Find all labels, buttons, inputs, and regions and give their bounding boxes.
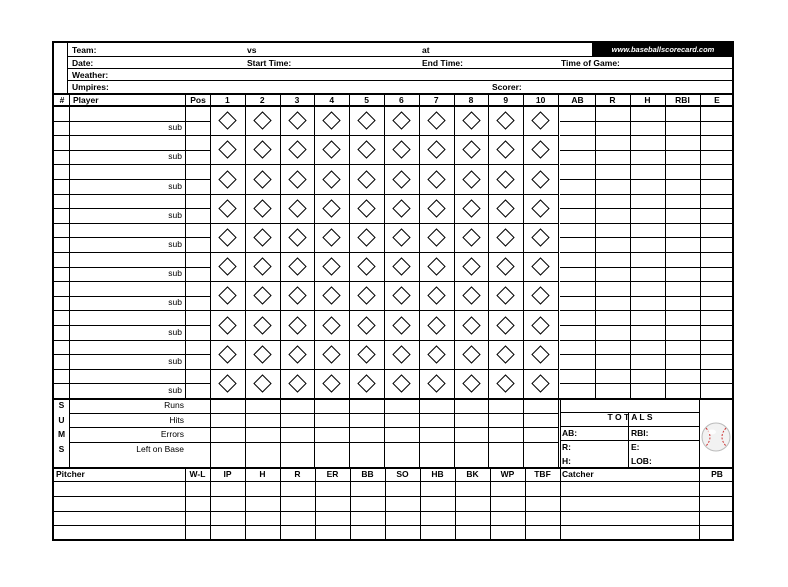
catcher-label: Catcher	[562, 469, 594, 479]
diamond-icon	[531, 257, 549, 275]
vs-label: vs	[247, 45, 257, 55]
row-rule	[54, 252, 210, 253]
stat-column-header: AB	[571, 95, 584, 105]
pitcher-column-header: SO	[396, 469, 409, 479]
weather-label: Weather:	[72, 70, 109, 80]
stat-column-header: RBI	[675, 95, 690, 105]
diamond-icon	[531, 287, 549, 305]
diamond-icon	[462, 374, 480, 392]
pitcher-column-rule	[490, 467, 491, 541]
totals-title: T O T A L S	[607, 412, 653, 422]
pitcher-column-rule	[210, 467, 211, 541]
diamond-icon	[357, 316, 375, 334]
sums-top-rule	[54, 398, 732, 400]
pb-column-header: PB	[711, 469, 723, 479]
diamond-icon	[288, 228, 306, 246]
sums-row-label: Hits	[169, 414, 184, 425]
sub-label: sub	[168, 151, 182, 162]
diamond-icon	[497, 374, 515, 392]
diamond-icon	[323, 111, 341, 129]
header-rule	[67, 68, 734, 69]
stat-column-header: E	[714, 95, 720, 105]
diamond-icon	[531, 228, 549, 246]
diamond-icon	[288, 345, 306, 363]
diamond-icon	[357, 228, 375, 246]
diamond-icon	[462, 257, 480, 275]
diamond-icon	[392, 111, 410, 129]
inning-column-header: 9	[503, 95, 509, 105]
row-rule	[560, 369, 734, 370]
inning-column-header: 2	[259, 95, 265, 105]
row-rule	[54, 383, 210, 384]
sub-label: sub	[168, 297, 182, 308]
diamond-icon	[531, 345, 549, 363]
inning-column-rule	[384, 93, 385, 467]
stat-column-rule	[700, 93, 701, 398]
totals-r-label: R:	[562, 442, 571, 452]
totals-h-label: H:	[562, 456, 571, 466]
inning-column-rule	[245, 93, 246, 467]
row-rule	[54, 237, 210, 238]
pitcher-column-rule	[350, 467, 351, 541]
sums-letter: S	[58, 443, 65, 454]
row-rule	[560, 208, 734, 209]
site-logo: www.baseballscorecard.com	[592, 43, 734, 56]
diamond-icon	[497, 345, 515, 363]
diamond-icon	[218, 199, 236, 217]
sums-letter: U	[58, 414, 65, 425]
row-rule	[560, 383, 734, 384]
diamond-icon	[462, 316, 480, 334]
totals-rule	[560, 426, 699, 427]
diamond-icon	[392, 374, 410, 392]
diamond-icon	[427, 170, 445, 188]
stat-column-rule	[665, 93, 666, 398]
row-rule	[54, 354, 210, 355]
diamond-icon	[253, 374, 271, 392]
pos-column-rule	[210, 93, 211, 467]
number-column-header: #	[59, 95, 65, 105]
row-rule	[560, 237, 734, 238]
at-label: at	[422, 45, 430, 55]
inning-box-rule	[210, 281, 558, 282]
sub-label: sub	[168, 209, 182, 220]
pitcher-row-rule	[54, 511, 734, 512]
diamond-icon	[392, 199, 410, 217]
stat-column-rule	[630, 93, 631, 398]
row-rule	[54, 179, 210, 180]
diamond-icon	[427, 287, 445, 305]
totals-left-rule	[560, 398, 561, 467]
pitcher-top-rule	[54, 467, 732, 469]
row-rule	[54, 194, 210, 195]
row-rule	[54, 310, 210, 311]
diamond-icon	[392, 287, 410, 305]
diamond-icon	[323, 374, 341, 392]
row-rule	[54, 281, 210, 282]
stat-column-header: H	[644, 95, 651, 105]
diamond-icon	[253, 111, 271, 129]
row-rule	[560, 281, 734, 282]
row-rule	[54, 296, 210, 297]
stat-column-header: R	[609, 95, 616, 105]
sub-label: sub	[168, 384, 182, 395]
totals-e-label: E:	[631, 442, 640, 452]
sub-label: sub	[168, 268, 182, 279]
diamond-icon	[497, 170, 515, 188]
diamond-icon	[462, 228, 480, 246]
diamond-icon	[497, 111, 515, 129]
diamond-icon	[288, 141, 306, 159]
diamond-icon	[531, 111, 549, 129]
diamond-icon	[218, 111, 236, 129]
diamond-icon	[288, 170, 306, 188]
row-rule	[54, 135, 210, 136]
pitcher-row-rule	[54, 481, 734, 482]
diamond-icon	[253, 141, 271, 159]
diamond-icon	[427, 316, 445, 334]
row-rule	[54, 164, 210, 165]
team-label: Team:	[72, 45, 97, 55]
umpires-label: Umpires:	[72, 82, 109, 92]
inning-column-header: 3	[294, 95, 300, 105]
inning-column-header: 8	[468, 95, 474, 105]
totals-right-rule	[699, 398, 700, 467]
diamond-icon	[218, 287, 236, 305]
diamond-icon	[288, 287, 306, 305]
player-column-header: Player	[73, 95, 99, 105]
inning-column-rule	[454, 93, 455, 467]
row-rule	[560, 310, 734, 311]
diamond-icon	[497, 316, 515, 334]
diamond-icon	[392, 345, 410, 363]
inning-column-rule	[280, 93, 281, 467]
diamond-icon	[497, 228, 515, 246]
diamond-icon	[462, 287, 480, 305]
row-rule	[560, 164, 734, 165]
scorecard-sheet	[52, 41, 734, 541]
row-rule	[560, 121, 734, 122]
diamond-icon	[253, 199, 271, 217]
time-of-game-label: Time of Game:	[561, 58, 620, 68]
sums-row-rule	[69, 427, 558, 428]
inning-box-rule	[210, 340, 558, 341]
row-rule	[54, 340, 210, 341]
diamond-icon	[323, 287, 341, 305]
sums-row-rule	[69, 413, 558, 414]
row-rule	[560, 354, 734, 355]
diamond-icon	[462, 170, 480, 188]
diamond-icon	[288, 316, 306, 334]
inning-box-rule	[210, 310, 558, 311]
start-time-label: Start Time:	[247, 58, 292, 68]
pitcher-column-rule	[245, 467, 246, 541]
diamond-icon	[323, 199, 341, 217]
diamond-icon	[427, 374, 445, 392]
inning-column-header: 6	[399, 95, 404, 105]
pitcher-column-header: ER	[326, 469, 339, 479]
diamond-icon	[323, 170, 341, 188]
player-column-rule	[185, 93, 186, 398]
diamond-icon	[427, 199, 445, 217]
diamond-icon	[288, 257, 306, 275]
diamond-icon	[497, 287, 515, 305]
diamond-icon	[323, 228, 341, 246]
totals-ab-label: AB:	[562, 428, 578, 438]
pitcher-column-rule	[315, 467, 316, 541]
diamond-icon	[253, 345, 271, 363]
pitcher-column-header: TBF	[534, 469, 551, 479]
pitcher-column-header: BB	[361, 469, 374, 479]
row-rule	[560, 340, 734, 341]
diamond-icon	[497, 257, 515, 275]
diamond-icon	[392, 228, 410, 246]
row-rule	[54, 121, 210, 122]
diamond-icon	[497, 199, 515, 217]
inning-column-header: 4	[329, 95, 335, 105]
diamond-icon	[357, 141, 375, 159]
row-rule	[54, 208, 210, 209]
sums-row-label: Runs	[164, 400, 184, 410]
row-rule	[560, 135, 734, 136]
sums-row-label: Errors	[160, 429, 184, 440]
header-rule	[67, 80, 734, 81]
pitcher-column-rule	[560, 467, 561, 541]
inning-column-header: 5	[364, 95, 369, 105]
row-rule	[560, 150, 734, 151]
pitcher-row-rule	[54, 496, 734, 497]
inning-column-header: 10	[535, 95, 546, 105]
sub-label: sub	[168, 326, 182, 337]
diamond-icon	[392, 141, 410, 159]
diamond-icon	[218, 316, 236, 334]
diamond-icon	[462, 141, 480, 159]
baseball-icon	[700, 421, 732, 453]
diamond-icon	[427, 345, 445, 363]
diamond-icon	[427, 257, 445, 275]
diamond-icon	[253, 170, 271, 188]
pitcher-column-header: WP	[500, 469, 515, 479]
pitcher-column-rule	[525, 467, 526, 541]
diamond-icon	[253, 257, 271, 275]
diamond-icon	[253, 316, 271, 334]
sub-label: sub	[168, 180, 182, 191]
row-rule	[54, 369, 210, 370]
pos-column-header: Pos	[190, 95, 206, 105]
diamond-icon	[357, 345, 375, 363]
inning-column-rule	[488, 93, 489, 467]
diamond-icon	[531, 199, 549, 217]
row-rule	[54, 150, 210, 151]
diamond-icon	[323, 257, 341, 275]
diamond-icon	[357, 257, 375, 275]
totals-rule	[560, 412, 699, 413]
pitcher-column-header: H	[259, 469, 266, 479]
diamond-icon	[288, 199, 306, 217]
inning-column-rule	[558, 93, 559, 467]
sub-label: sub	[168, 238, 182, 249]
diamond-icon	[392, 257, 410, 275]
pitcher-column-header: R	[294, 469, 301, 479]
diamond-icon	[531, 316, 549, 334]
diamond-icon	[218, 257, 236, 275]
header-rule	[67, 56, 734, 57]
date-label: Date:	[72, 58, 94, 68]
diamond-icon	[462, 345, 480, 363]
diamond-icon	[531, 374, 549, 392]
pitcher-column-header: W-L	[189, 469, 206, 479]
diamond-icon	[218, 228, 236, 246]
inning-box-rule	[210, 252, 558, 253]
inning-column-rule	[349, 93, 350, 467]
diamond-icon	[357, 111, 375, 129]
pitcher-column-rule	[185, 467, 186, 541]
row-rule	[560, 223, 734, 224]
row-rule	[560, 267, 734, 268]
inning-box-rule	[210, 194, 558, 195]
totals-lob-label: LOB:	[631, 456, 652, 466]
diamond-icon	[323, 345, 341, 363]
row-rule	[560, 194, 734, 195]
pb-column-rule	[699, 467, 700, 541]
sub-label: sub	[168, 355, 182, 366]
pitcher-column-header: IP	[223, 469, 232, 479]
pitcher-label: Pitcher	[56, 469, 85, 479]
inning-box-rule	[210, 223, 558, 224]
sums-row-rule	[69, 442, 558, 443]
diamond-icon	[288, 374, 306, 392]
pitcher-column-rule	[280, 467, 281, 541]
inning-box-rule	[210, 369, 558, 370]
diamond-icon	[531, 170, 549, 188]
diamond-icon	[288, 111, 306, 129]
sums-letter: M	[57, 429, 66, 440]
totals-rule	[560, 440, 699, 441]
inning-column-rule	[419, 93, 420, 467]
inning-column-rule	[523, 93, 524, 467]
diamond-icon	[218, 170, 236, 188]
diamond-icon	[253, 228, 271, 246]
row-rule	[54, 223, 210, 224]
row-rule	[54, 325, 210, 326]
pitcher-column-header: BK	[466, 469, 479, 479]
pitcher-column-header: HB	[431, 469, 444, 479]
diamond-icon	[357, 287, 375, 305]
diamond-icon	[218, 345, 236, 363]
inning-box-rule	[210, 164, 558, 165]
diamond-icon	[462, 199, 480, 217]
stat-column-rule	[595, 93, 596, 398]
diamond-icon	[427, 228, 445, 246]
diamond-icon	[357, 199, 375, 217]
row-rule	[560, 325, 734, 326]
diamond-icon	[253, 287, 271, 305]
diamond-icon	[392, 170, 410, 188]
pitcher-column-rule	[455, 467, 456, 541]
inning-box-rule	[210, 135, 558, 136]
diamond-icon	[323, 141, 341, 159]
diamond-icon	[427, 111, 445, 129]
row-rule	[560, 252, 734, 253]
scorer-label: Scorer:	[492, 82, 522, 92]
pitcher-column-rule	[420, 467, 421, 541]
pitcher-row-rule	[54, 525, 734, 526]
row-rule	[54, 267, 210, 268]
diamond-icon	[323, 316, 341, 334]
totals-rbi-label: RBI:	[631, 428, 649, 438]
pitcher-column-rule	[385, 467, 386, 541]
diamond-icon	[462, 111, 480, 129]
sums-row-label: Left on Base	[136, 443, 184, 454]
inning-column-rule	[314, 93, 315, 467]
row-rule	[560, 296, 734, 297]
diamond-icon	[218, 141, 236, 159]
diamond-icon	[497, 141, 515, 159]
diamond-icon	[218, 374, 236, 392]
inning-column-header: 1	[225, 95, 230, 105]
inning-column-header: 7	[433, 95, 439, 105]
sub-label: sub	[168, 122, 182, 133]
row-rule	[560, 179, 734, 180]
diamond-icon	[427, 141, 445, 159]
sums-letter: S	[58, 400, 65, 410]
diamond-icon	[531, 141, 549, 159]
diamond-icon	[357, 170, 375, 188]
diamond-icon	[392, 316, 410, 334]
diamond-icon	[357, 374, 375, 392]
end-time-label: End Time:	[422, 58, 463, 68]
